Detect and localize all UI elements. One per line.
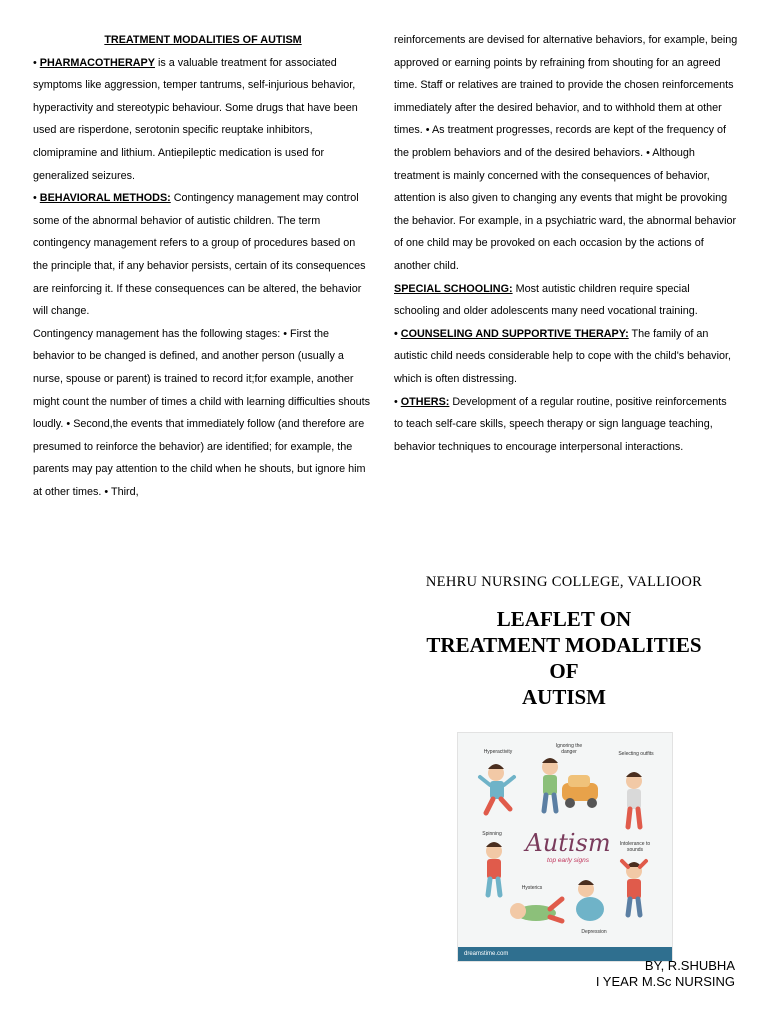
child-figure-sounds bbox=[622, 861, 646, 915]
poster-label: Depression bbox=[581, 929, 607, 935]
poster-subtitle: top early signs bbox=[547, 857, 589, 864]
poster-label: Intolerance to sounds bbox=[619, 841, 651, 853]
bullet: • bbox=[33, 56, 40, 69]
poster-label: Ignoring the danger bbox=[555, 743, 583, 755]
bullet: • bbox=[33, 192, 40, 205]
counseling-text: The family of an autistic child needs considerable help to cope with the child's behavior, which is often distressing. bbox=[394, 327, 731, 385]
child-figure-hyperactive bbox=[480, 764, 514, 813]
child-figure-outfits bbox=[626, 772, 642, 827]
counseling-paragraph bbox=[394, 323, 738, 391]
section-heading: TREATMENT MODALITIES OF AUTISM bbox=[104, 34, 302, 46]
continued-paragraph: reinforcements are devised for alternative behaviors, for example, being approved or earning points by refraining from shouting for an agreed time. Staff or relatives are trained to provide the chosen reinforcements immediately after the desired behavior, and to withhold them at other times. • As treatment progresses, records are kept of the frequency of the problem behaviors and of the desired behaviors. • Although treatment is mainly concerned with the consequences of behavior, attention is also given to changing any events that might be provoking the behavior. For example, in a psychiatric ward, the abnormal behavior of one child may be provoked on each occasion by the actions of another child. bbox=[394, 34, 738, 272]
title-line: AUTISM bbox=[521, 685, 606, 709]
special-schooling-text: Most autistic children require special schooling and older adolescents many need vocational training. bbox=[394, 282, 698, 318]
title-line: OF bbox=[549, 659, 579, 683]
counseling-label: COUNSELING AND SUPPORTIVE THERAPY: bbox=[400, 327, 629, 340]
right-column bbox=[394, 29, 738, 458]
special-schooling-paragraph bbox=[394, 278, 738, 323]
bullet: • bbox=[394, 395, 401, 408]
title-line: LEAFLET ON bbox=[496, 607, 632, 631]
poster-label: Hysterics bbox=[521, 885, 543, 891]
author-name: BY, R.SHUBHA bbox=[644, 958, 735, 973]
pharmacotherapy-paragraph bbox=[33, 52, 373, 188]
poster-watermark: dreamstime.com bbox=[458, 947, 672, 961]
child-figure-danger bbox=[542, 758, 598, 811]
bullet: • bbox=[394, 327, 401, 340]
poster-autism-word: Autism bbox=[525, 829, 611, 857]
left-column bbox=[33, 29, 373, 503]
behavioral-text: Contingency management may control some of the abnormal behavior of autistic children. The term contingency management refers to a group of procedures based on the principle that, if any behavior persists, certain of its consequences are reinforcing it. If these consequences can be altered, the behavior will change. bbox=[33, 192, 366, 318]
child-figure-spinning bbox=[486, 842, 502, 895]
others-text: Development of a regular routine, positive reinforcements to teach self-care skills, speech therapy or sign language teaching, behavior techniques to encourage interpersonal interactions. bbox=[394, 395, 727, 453]
poster-label: Hyperactivity bbox=[483, 749, 513, 755]
others-paragraph bbox=[394, 391, 738, 459]
child-figure-depression bbox=[576, 880, 604, 921]
behavioral-paragraph bbox=[33, 187, 373, 323]
others-label: OTHERS: bbox=[400, 395, 450, 408]
pharmacotherapy-text: is a valuable treatment for associated symptoms like aggression, temper tantrums, self-injurious behavior, hyperactivity and stereotypic behaviour. Some drugs that have been used are risperdone, serotonin specific reuptake inhibitors, clomipramine and lithium. Antiepileptic medication is used for generalized seizures. bbox=[33, 56, 358, 182]
autism-signs-poster bbox=[457, 732, 673, 962]
leaflet-title bbox=[394, 606, 734, 710]
pharmacotherapy-label: PHARMACOTHERAPY bbox=[39, 56, 155, 69]
college-name: NEHRU NURSING COLLEGE, VALLIOOR bbox=[425, 574, 703, 590]
special-schooling-label: SPECIAL SCHOOLING: bbox=[394, 282, 513, 295]
poster-label: Selecting outfits bbox=[618, 751, 654, 757]
author-course: I YEAR M.Sc NURSING bbox=[595, 974, 735, 989]
behavioral-label: BEHAVIORAL METHODS: bbox=[39, 192, 171, 205]
contingency-paragraph: Contingency management has the following stages: • First the behavior to be changed is defined, and another person (usually a nurse, spouse or parent) is trained to record it;for example, another might count the number of times a child with learning difficulties shouts loudly. • Second,the events that immediately follow (and therefore are presumed to reinforce the behavior) are identified; for example, the parents may pay attention to the child when he shouts, but ignore him at other times. • Third, bbox=[33, 327, 371, 498]
child-figure-hysterics bbox=[510, 899, 562, 921]
poster-label: Spinning bbox=[482, 831, 502, 837]
author-block bbox=[596, 958, 735, 990]
title-line: TREATMENT MODALITIES bbox=[426, 633, 702, 657]
